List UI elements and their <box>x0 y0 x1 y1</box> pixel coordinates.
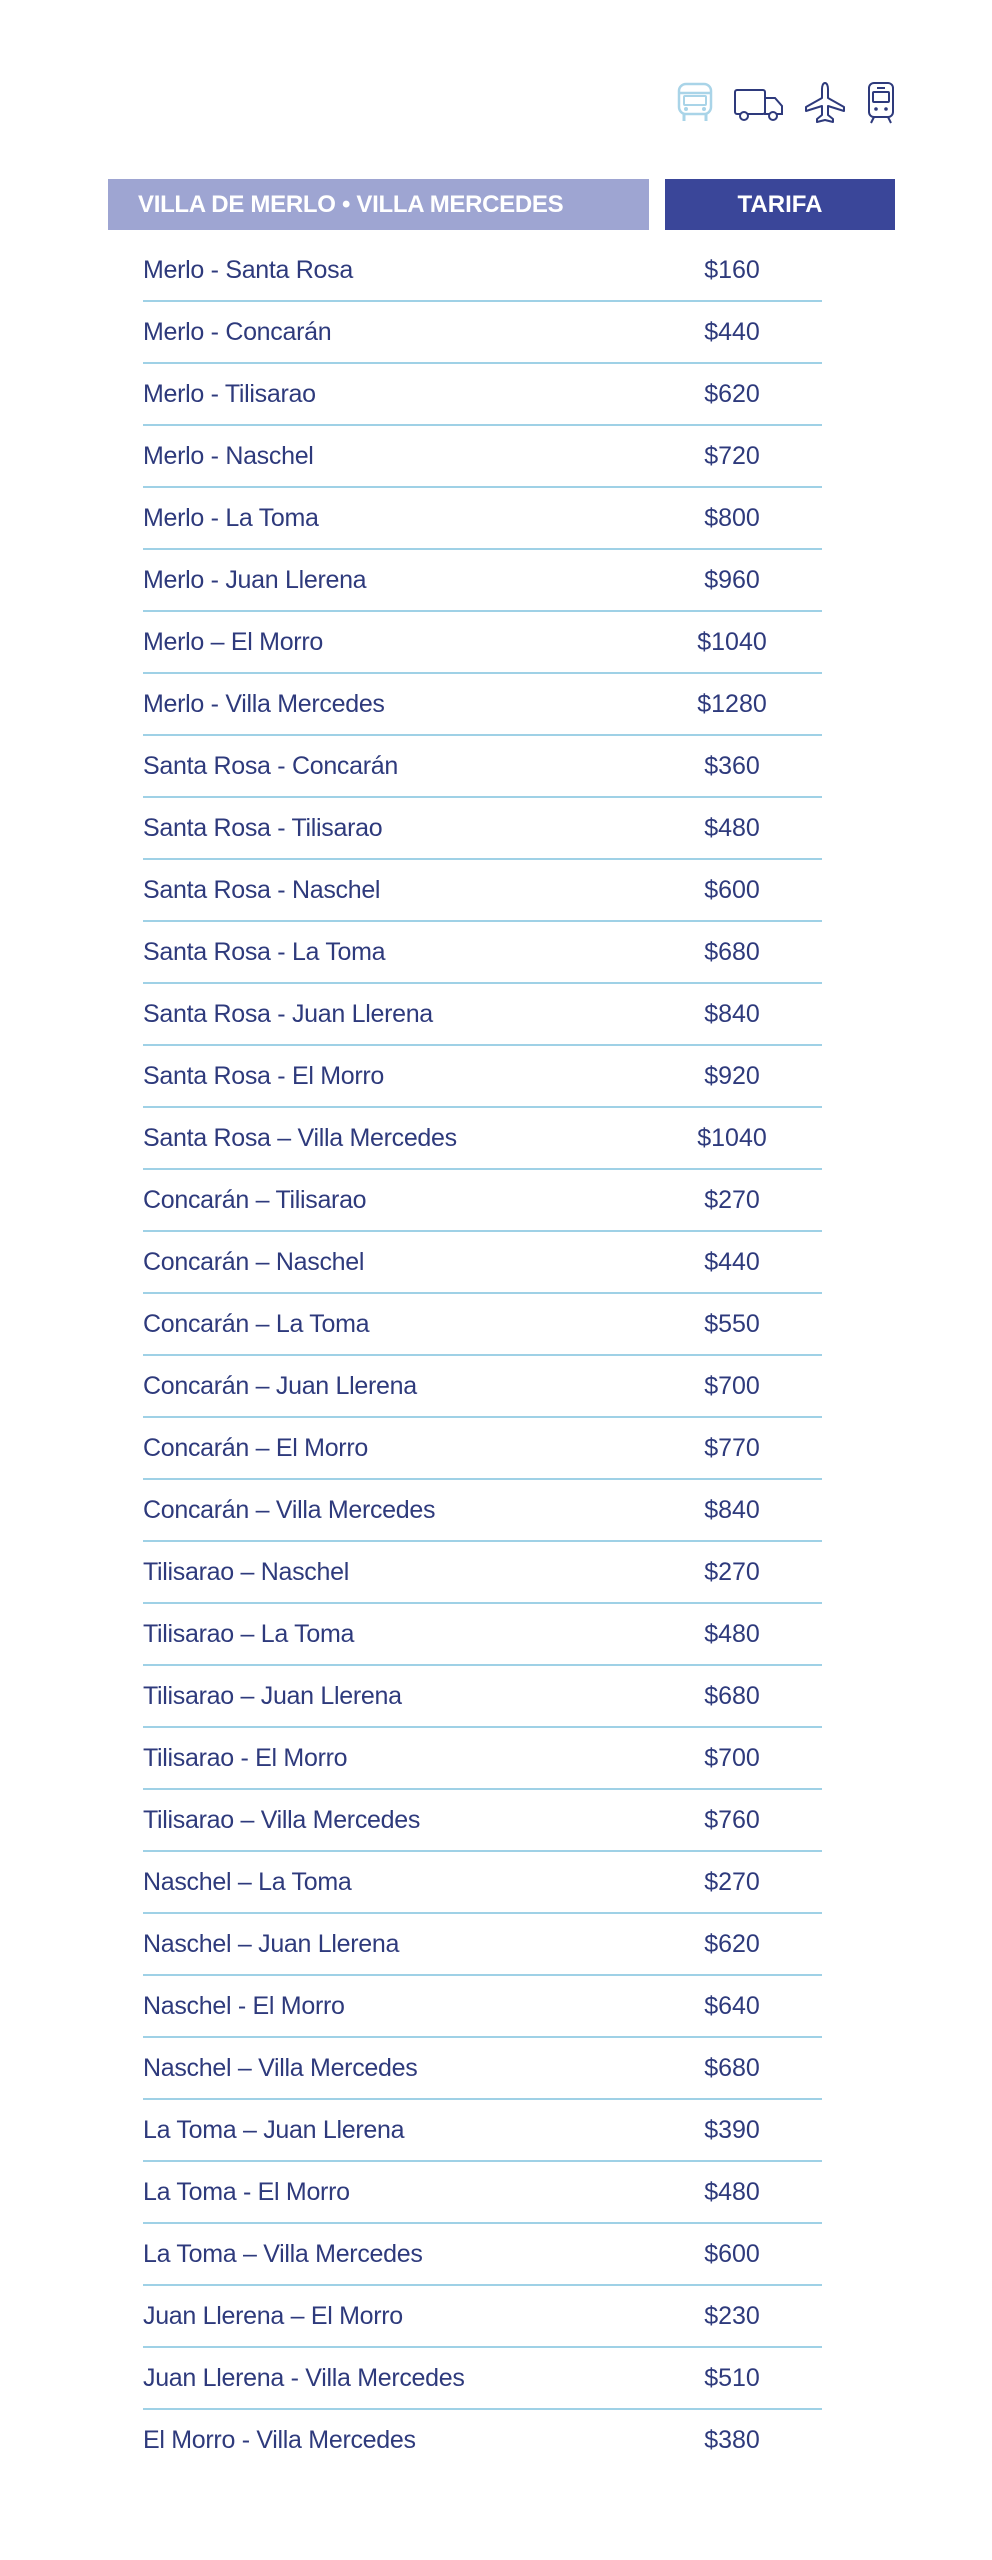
route-name: Tilisarao – Juan Llerena <box>143 1682 402 1710</box>
route-name: Tilisarao – La Toma <box>143 1620 355 1648</box>
route-price: $840 <box>704 1000 760 1028</box>
table-row <box>143 240 822 302</box>
route-name: Santa Rosa – Villa Mercedes <box>143 1124 457 1152</box>
route-price: $640 <box>704 1992 760 2020</box>
route-name: Merlo - Naschel <box>143 442 314 470</box>
route-price: $760 <box>704 1806 760 1834</box>
table-row <box>143 488 822 550</box>
transport-icons <box>675 80 897 126</box>
route-name: Juan Llerena - Villa Mercedes <box>143 2364 465 2392</box>
route-price: $700 <box>704 1744 760 1772</box>
table-row <box>143 1480 822 1542</box>
route-price: $920 <box>704 1062 760 1090</box>
route-price: $440 <box>704 318 760 346</box>
table-row <box>143 736 822 798</box>
route-name: Tilisarao – Naschel <box>143 1558 349 1586</box>
route-name: Santa Rosa - Concarán <box>143 752 398 780</box>
route-name: Juan Llerena – El Morro <box>143 2302 403 2330</box>
route-price: $390 <box>704 2116 760 2144</box>
truck-icon <box>733 80 785 126</box>
table-row <box>143 1542 822 1604</box>
route-price: $680 <box>704 1682 760 1710</box>
route-name: La Toma – Juan Llerena <box>143 2116 405 2144</box>
airplane-icon <box>803 80 847 126</box>
table-row <box>143 1356 822 1418</box>
table-row <box>143 1976 822 2038</box>
route-name: Santa Rosa - Tilisarao <box>143 814 383 842</box>
table-row <box>143 2286 822 2348</box>
route-price: $270 <box>704 1558 760 1586</box>
route-price: $160 <box>704 256 760 284</box>
route-price: $380 <box>704 2426 760 2454</box>
table-row <box>143 1294 822 1356</box>
route-price: $510 <box>704 2364 760 2392</box>
route-price: $620 <box>704 380 760 408</box>
route-name: Concarán – El Morro <box>143 1434 368 1462</box>
table-row <box>143 1232 822 1294</box>
route-price: $270 <box>704 1186 760 1214</box>
table-row <box>143 1852 822 1914</box>
route-name: Concarán – La Toma <box>143 1310 370 1338</box>
table-row <box>143 1914 822 1976</box>
table-row <box>143 2162 822 2224</box>
table-row <box>143 984 822 1046</box>
route-name: Merlo - Villa Mercedes <box>143 690 385 718</box>
route-name: Santa Rosa - Naschel <box>143 876 381 904</box>
table-row <box>143 426 822 488</box>
table-row <box>143 1046 822 1108</box>
route-price: $1040 <box>697 1124 767 1152</box>
table-row <box>143 2038 822 2100</box>
route-name: Naschel – Villa Mercedes <box>143 2054 418 2082</box>
route-price: $550 <box>704 1310 760 1338</box>
route-price: $480 <box>704 814 760 842</box>
route-price: $600 <box>704 2240 760 2268</box>
table-row <box>143 1666 822 1728</box>
table-row <box>143 1728 822 1790</box>
route-price: $480 <box>704 1620 760 1648</box>
table-row <box>143 860 822 922</box>
route-price: $1280 <box>697 690 767 718</box>
route-name: Santa Rosa - El Morro <box>143 1062 385 1090</box>
route-name: Concarán – Naschel <box>143 1248 365 1276</box>
route-column-header: VILLA DE MERLO • VILLA MERCEDES <box>108 179 649 230</box>
table-row <box>143 2410 822 2472</box>
bus-icon <box>675 80 715 126</box>
table-row <box>143 1418 822 1480</box>
route-price: $680 <box>704 2054 760 2082</box>
route-name: Naschel – Juan Llerena <box>143 1930 400 1958</box>
route-name: Merlo - Juan Llerena <box>143 566 367 594</box>
table-row <box>143 2224 822 2286</box>
route-name: Merlo – El Morro <box>143 628 323 656</box>
table-row <box>143 1170 822 1232</box>
route-price: $360 <box>704 752 760 780</box>
route-price: $480 <box>704 2178 760 2206</box>
route-name: Concarán – Villa Mercedes <box>143 1496 436 1524</box>
table-row <box>143 1108 822 1170</box>
route-name: Merlo - Santa Rosa <box>143 256 353 284</box>
route-price: $230 <box>704 2302 760 2330</box>
table-row <box>143 798 822 860</box>
route-name: Tilisarao – Villa Mercedes <box>143 1806 421 1834</box>
table-row <box>143 1604 822 1666</box>
route-name: La Toma – Villa Mercedes <box>143 2240 423 2268</box>
table-row <box>143 922 822 984</box>
route-name: Santa Rosa - Juan Llerena <box>143 1000 433 1028</box>
route-name: El Morro - Villa Mercedes <box>143 2426 416 2454</box>
table-row <box>143 302 822 364</box>
tarifa-column-header: TARIFA <box>665 179 895 230</box>
train-icon <box>865 80 897 126</box>
table-row <box>143 674 822 736</box>
route-name: Merlo - La Toma <box>143 504 319 532</box>
route-price: $440 <box>704 1248 760 1276</box>
route-price: $1040 <box>697 628 767 656</box>
fare-table <box>143 240 822 2472</box>
table-row <box>143 1790 822 1852</box>
route-price: $700 <box>704 1372 760 1400</box>
table-row <box>143 2100 822 2162</box>
route-name: La Toma - El Morro <box>143 2178 350 2206</box>
route-price: $800 <box>704 504 760 532</box>
route-name: Concarán – Tilisarao <box>143 1186 367 1214</box>
route-name: Naschel - El Morro <box>143 1992 345 2020</box>
route-price: $770 <box>704 1434 760 1462</box>
route-name: Santa Rosa - La Toma <box>143 938 386 966</box>
route-price: $270 <box>704 1868 760 1896</box>
route-name: Merlo - Concarán <box>143 318 332 346</box>
route-price: $680 <box>704 938 760 966</box>
route-name: Merlo - Tilisarao <box>143 380 316 408</box>
route-price: $960 <box>704 566 760 594</box>
table-row <box>143 550 822 612</box>
route-name: Concarán – Juan Llerena <box>143 1372 417 1400</box>
route-price: $620 <box>704 1930 760 1958</box>
route-name: Tilisarao - El Morro <box>143 1744 348 1772</box>
table-row <box>143 612 822 674</box>
route-price: $720 <box>704 442 760 470</box>
route-price: $600 <box>704 876 760 904</box>
route-name: Naschel – La Toma <box>143 1868 352 1896</box>
table-row <box>143 364 822 426</box>
table-row <box>143 2348 822 2410</box>
route-price: $840 <box>704 1496 760 1524</box>
